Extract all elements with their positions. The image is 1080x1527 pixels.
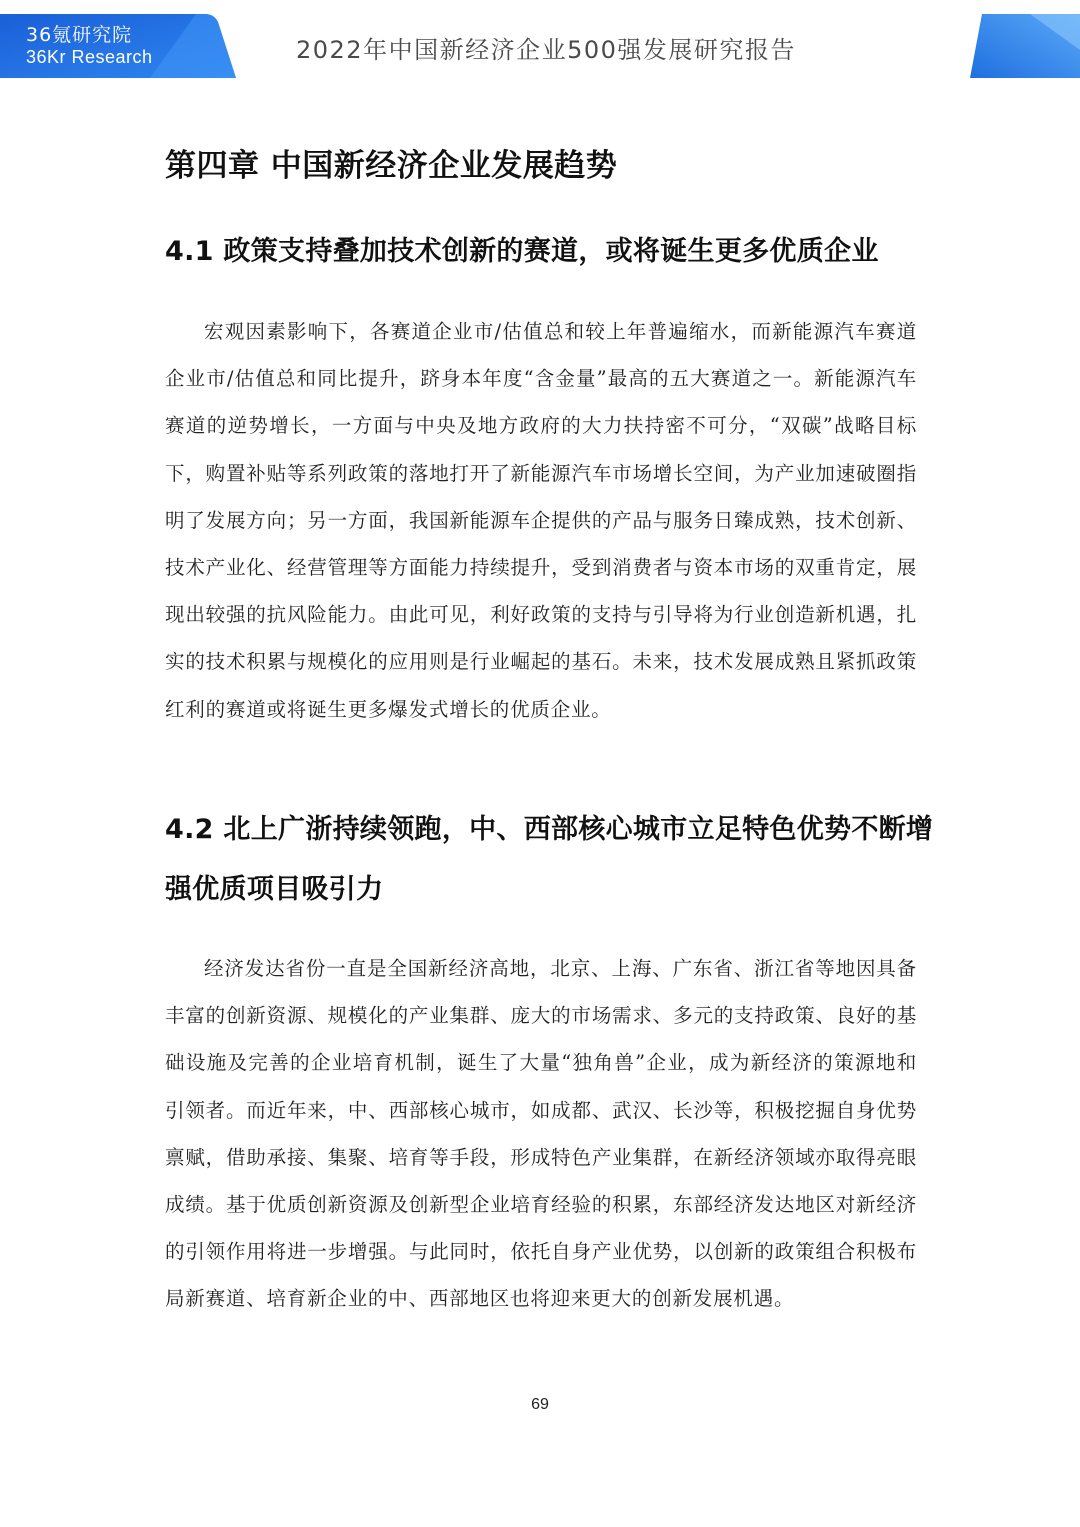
section-title-4-2: 4.2 北上广浙持续领跑，中、西部核心城市立足特色优势不断增强优质项目吸引力 — [165, 814, 934, 905]
section-title-4-1: 4.1 政策支持叠加技术创新的赛道，或将诞生更多优质企业 — [165, 236, 879, 267]
chapter-title: 第四章 中国新经济企业发展趋势 — [165, 148, 618, 184]
logo-cn-text: 36氪研究院 — [26, 24, 133, 46]
section-paragraph-4-1: 宏观因素影响下，各赛道企业市/估值总和较上年普遍缩水，而新能源汽车赛道企业市/估值总和同比提升，跻身本年度“含金量”最高的五大赛道之一。新能源汽车赛道的逆势增长，一方面与中央及地方政府的大力扶持密不可分，“双碳”战略目标下，购置补贴等系列政策的落地打开了新能源汽车市场增长空间，为产业加速破圈指明了发展方向；另一方面，我国新能源车企提供的产品与服务日臻成熟，技术创新、技术产业化、经营管理等方面能力持续提升，受到消费者与资本市场的双重肯定，展现出较强的抗风险能力。由此可见，利好政策的支持与引导将为行业创造新机遇，扎实的技术积累与规模化的应用则是行业崛起的基石。未来，技术发展成熟且紧抓政策红利的赛道或将诞生更多爆发式增长的优质企业。 — [165, 320, 917, 721]
page-header — [0, 0, 1080, 80]
logo — [26, 24, 153, 68]
logo-en-text: 36Kr Research — [26, 47, 153, 67]
corner-decoration — [970, 0, 1080, 80]
page-number: 69 — [531, 1396, 549, 1413]
report-title: 2022年中国新经济企业500强发展研究报告 — [296, 36, 796, 64]
section-paragraph-4-2: 经济发达省份一直是全国新经济高地，北京、上海、广东省、浙江省等地因具备丰富的创新资源、规模化的产业集群、庞大的市场需求、多元的支持政策、良好的基础设施及完善的企业培育机制，诞生了大量“独角兽”企业，成为新经济的策源地和引领者。而近年来，中、西部核心城市，如成都、武汉、长沙等，积极挖掘自身优势禀赋，借助承接、集聚、培育等手段，形成特色产业集群，在新经济领域亦取得亮眼成绩。基于优质创新资源及创新型企业培育经验的积累，东部经济发达地区对新经济的引领作用将进一步增强。与此同时，依托自身产业优势，以创新的政策组合积极布局新赛道、培育新企业的中、西部地区也将迎来更大的创新发展机遇。 — [165, 957, 917, 1311]
